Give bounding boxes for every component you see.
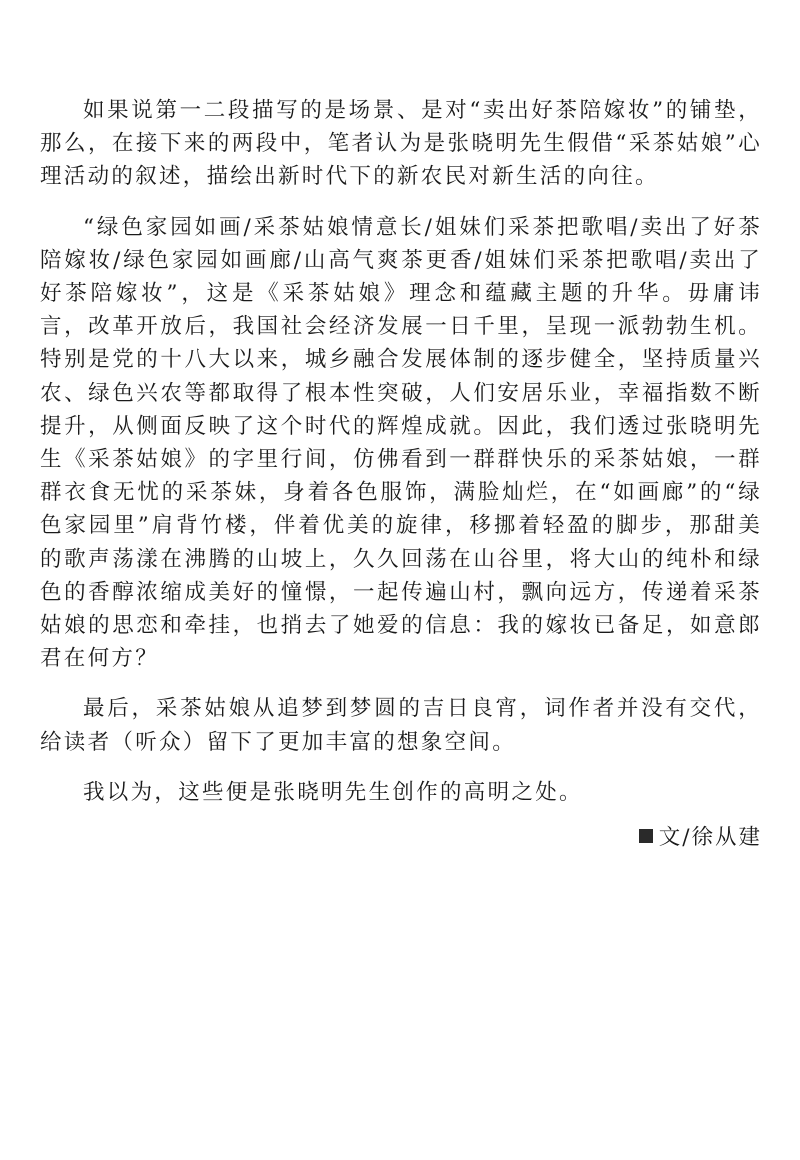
paragraph-3: 最后，采茶姑娘从追梦到梦圆的吉日良宵，词作者并没有交代，给读者（听众）留下了更加丰富的想象空间。 — [40, 696, 762, 755]
author-signature — [40, 821, 762, 854]
paragraph-1: 如果说第一二段描写的是场景、是对“卖出好茶陪嫁妆”的铺垫，那么，在接下来的两段中，笔者认为是张晓明先生假借“采茶姑娘”心理活动的叙述，描绘出新时代下的新农民对新生活的向往。 — [40, 98, 762, 190]
black-square-icon — [639, 829, 653, 843]
paragraph-2: “绿色家园如画/采茶姑娘情意长/姐妹们采茶把歌唱/卖出了好茶陪嫁妆/绿色家园如画廊/山高气爽茶更香/姐妹们采茶把歌唱/卖出了好茶陪嫁妆”，这是《采茶姑娘》理念和蕴藏主题的升华。毋庸讳言，改革开放后，我国社会经济发展一日千里，呈现一派勃勃生机。特别是党的十八大以来，城乡融合发展体制的逐步健全，坚持质量兴农、绿色兴农等都取得了根本性突破，人们安居乐业，幸福指数不断提升，从侧面反映了这个时代的辉煌成就。因此，我们透过张晓明先生《采茶姑娘》的字里行间，仿佛看到一群群快乐的采茶姑娘，一群群衣食无忧的采茶妹，身着各色服饰，满脸灿烂，在“如画廊”的“绿色家园里”肩背竹楼，伴着优美的旋律，移挪着轻盈的脚步，那甜美的歌声荡漾在沸腾的山坡上，久久回荡在山谷里，将大山的纯朴和绿色的香醇浓缩成美好的憧憬，一起传遍山村，飘向远方，传递着采茶姑娘的思恋和牵挂，也捎去了她爱的信息：我的嫁妆已备足，如意郎君在何方？ — [40, 214, 762, 672]
paragraph-4: 我以为，这些便是张晓明先生创作的高明之处。 — [83, 779, 583, 805]
article-body — [40, 94, 762, 854]
author-name: 文/徐从建 — [658, 825, 762, 851]
